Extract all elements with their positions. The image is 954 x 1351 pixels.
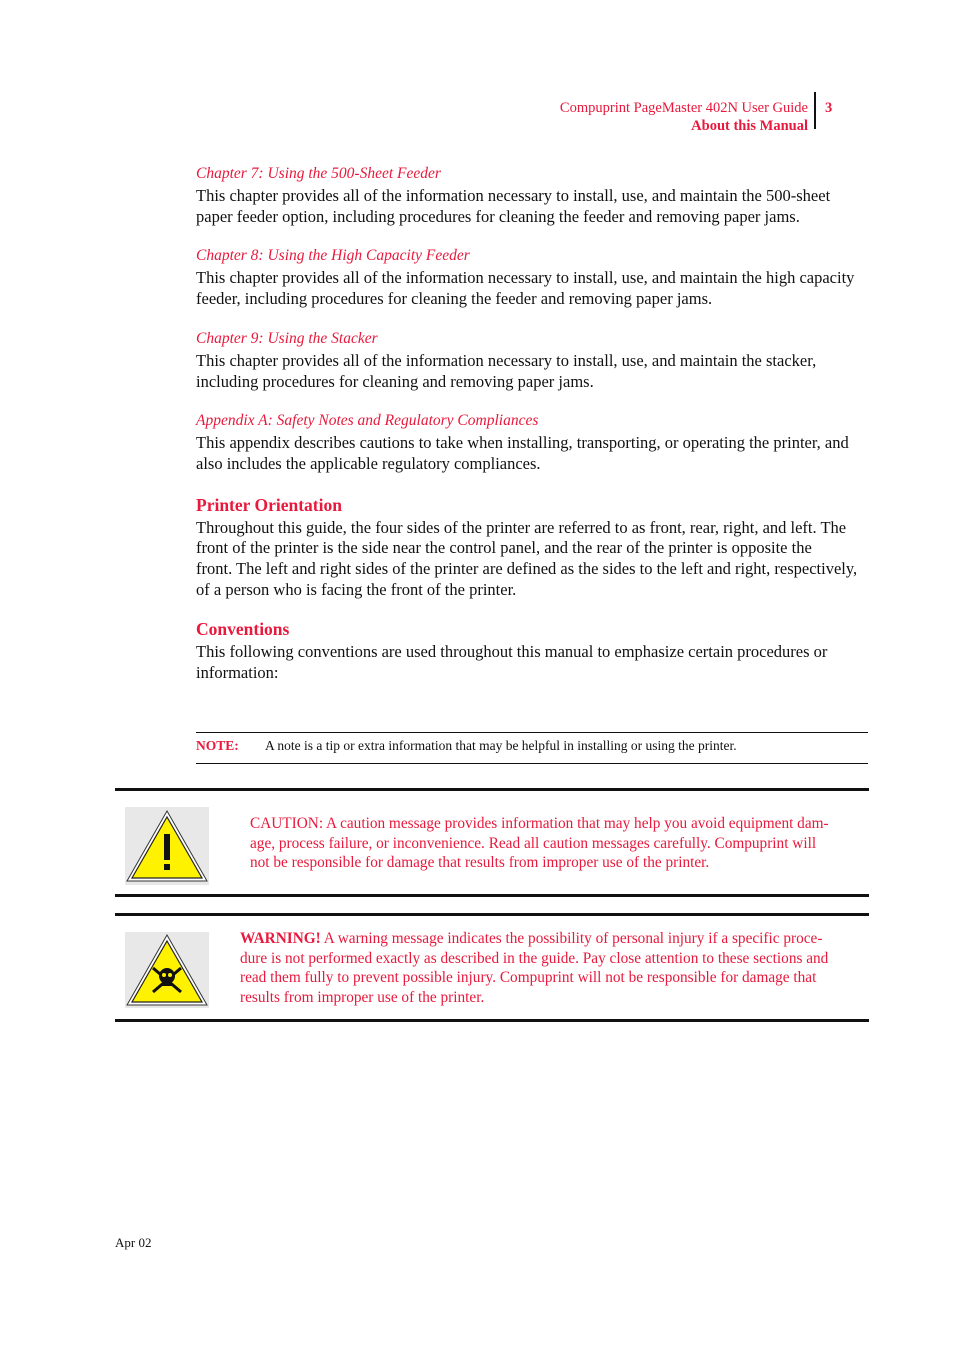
exclamation-warning-icon <box>125 807 209 885</box>
warning-label: WARNING! <box>240 930 321 947</box>
line: This chapter provides all of the information necessary to install, use, and maintain the 500-sheet <box>196 186 831 205</box>
guide-title: Compuprint PageMaster 402N User Guide <box>559 100 808 116</box>
note-text: A note is a tip or extra information that may be helpful in installing or using the printer. <box>265 738 737 753</box>
warning-icon-frame <box>125 932 209 1008</box>
line: A warning message indicates the possibility of personal injury if a specific proce- <box>320 930 823 947</box>
caution-icon-frame <box>125 807 209 885</box>
running-header <box>560 99 808 135</box>
orientation-text <box>196 518 868 601</box>
line: This chapter provides all of the information necessary to install, use, and maintain the high capacity <box>196 268 855 288</box>
chapter-title: Chapter 8: Using the High Capacity Feeder <box>196 247 470 265</box>
chapter-entry <box>196 329 868 392</box>
chapter-description <box>196 186 868 227</box>
line: of a person who is facing the front of the printer. <box>196 579 517 599</box>
chapter-entry <box>196 411 868 474</box>
line: front. The left and right sides of the printer are defined as the sides to the left and right, respectively, <box>196 559 858 579</box>
chapter-description <box>196 433 868 474</box>
main-content <box>196 164 868 702</box>
line: This following conventions are used throughout this manual to emphasize certain procedures or <box>196 642 828 662</box>
line: feeder, including procedures for cleaning the feeder and removing paper jams. <box>196 289 713 309</box>
line: not be responsible for damage that results from improper use of the printer. <box>250 854 710 871</box>
caution-top-rule <box>115 788 869 791</box>
note-label: NOTE: <box>196 738 239 753</box>
line: age, process failure, or inconvenience. Read all caution messages carefully. Compuprint will <box>250 834 817 852</box>
section-title: About this Manual <box>691 118 808 134</box>
line: paper feeder option, including procedures for cleaning the feeder and removing paper jams. <box>196 206 800 226</box>
line: also includes the applicable regulatory compliances. <box>196 453 541 473</box>
warning-message <box>240 929 856 1007</box>
caution-message <box>250 814 858 873</box>
warning-bottom-rule <box>115 1019 869 1022</box>
chapter-description <box>196 351 868 392</box>
section-heading: Printer Orientation <box>196 494 342 515</box>
chapter-entry <box>196 246 868 309</box>
skull-crossbones-icon <box>125 932 209 1008</box>
conventions-section <box>196 618 868 683</box>
note-box <box>196 732 868 764</box>
footer-date: Apr 02 <box>115 1235 152 1250</box>
line: results from improper use of the printer. <box>240 988 485 1006</box>
warning-top-rule <box>115 913 869 916</box>
header-divider <box>814 92 816 129</box>
line: including procedures for cleaning and removing paper jams. <box>196 371 594 391</box>
chapter-title: Chapter 9: Using the Stacker <box>196 329 378 347</box>
conventions-text <box>196 642 868 683</box>
chapter-title: Appendix A: Safety Notes and Regulatory Compliances <box>196 412 539 430</box>
line: read them fully to prevent possible injury. Compuprint will not be responsible for damage that <box>240 969 817 986</box>
chapter-title: Chapter 7: Using the 500-Sheet Feeder <box>196 165 441 182</box>
chapter-description <box>196 268 868 309</box>
line: CAUTION: A caution message provides information that may help you avoid equipment dam- <box>250 815 829 832</box>
line: This chapter provides all of the information necessary to install, use, and maintain the stacker, <box>196 350 817 370</box>
line: dure is not performed exactly as described in the guide. Pay close attention to these sections and <box>240 949 829 967</box>
caution-bottom-rule <box>115 894 869 897</box>
chapter-entry <box>196 164 868 227</box>
page-number: 3 <box>825 100 833 116</box>
line: This appendix describes cautions to take when installing, transporting, or operating the printer, and <box>196 433 849 453</box>
orientation-section <box>196 494 868 601</box>
line: information: <box>196 663 279 683</box>
section-heading: Conventions <box>196 619 290 640</box>
line: Throughout this guide, the four sides of the printer are referred to as front, rear, right, and left. The <box>196 517 847 537</box>
line: front of the printer is the side near the control panel, and the rear of the printer is opposite the <box>196 538 812 558</box>
